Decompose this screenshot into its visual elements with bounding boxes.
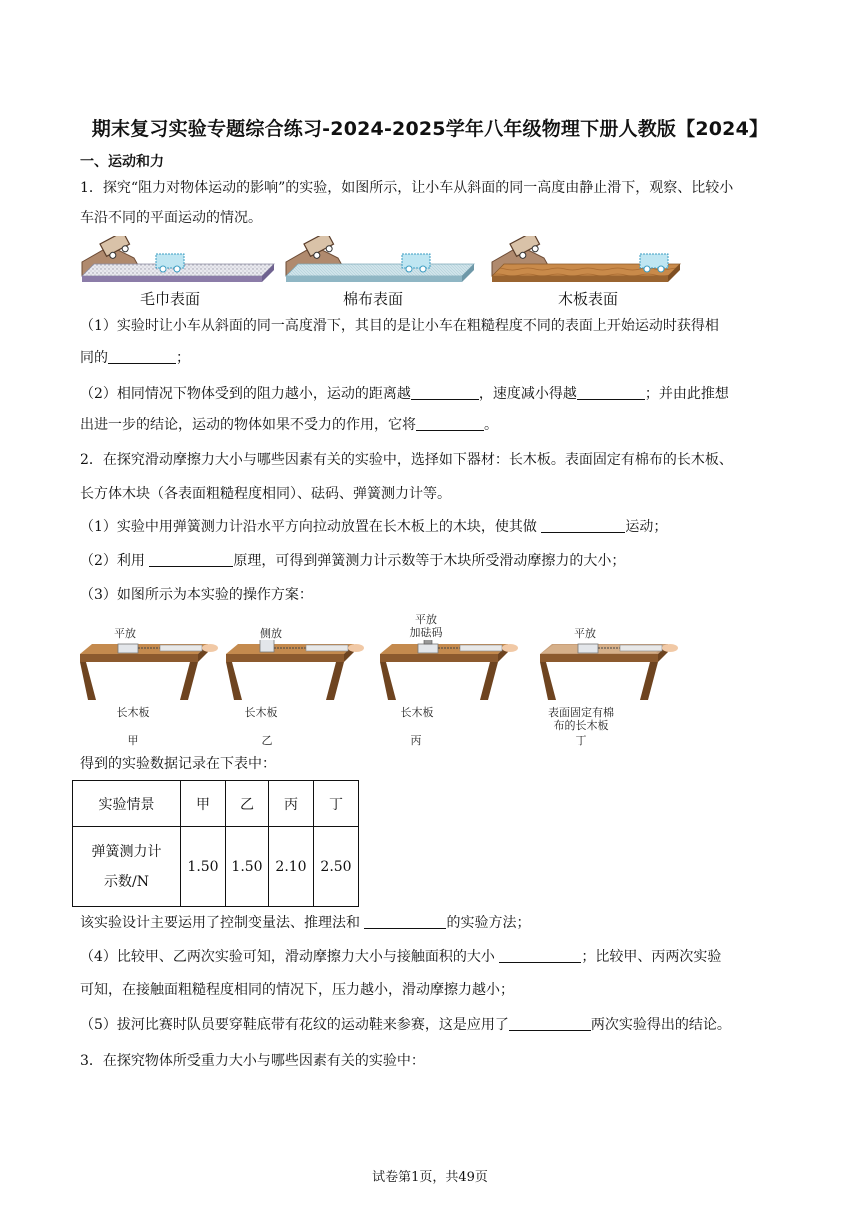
setup-yi-tag: 乙 (261, 734, 273, 747)
page-footer: 试卷第1页，共49页 (372, 1170, 488, 1185)
q3-stem: 3．在探究物体所受重力大小与哪些因素有关的实验中： (80, 1053, 425, 1069)
q1-stem-line1: 1．探究“阻力对物体运动的影响”的实验，如图所示，让小车从斜面的同一高度由静止滑下，观察、比较小 (80, 180, 734, 196)
towel-surface-label: 毛巾表面 (139, 290, 200, 308)
table-cell: 1.50 (226, 827, 269, 907)
page-title: 期末复习实验专题综合练习-2024-2025学年八年级物理下册人教版【2024】 (91, 118, 769, 140)
q2-method: 该实验设计主要运用了控制变量法、推理法和 的实验方法； (80, 915, 531, 931)
cloth-surface-setup (286, 236, 474, 282)
table-header-cell: 乙 (226, 781, 269, 827)
experiment-data-table (72, 780, 359, 907)
q1-part1-line1: （1）实验时让小车从斜面的同一高度滑下，其目的是让小车在粗糙程度不同的表面上开始运动时获得相 (80, 318, 719, 334)
setup-bing-tag: 丙 (410, 734, 422, 747)
q1-incline-figure (80, 236, 690, 290)
answer-blank[interactable] (149, 552, 233, 567)
table-header-cell: 实验情景 (73, 781, 181, 827)
answer-blank[interactable] (108, 349, 176, 364)
setup-yi-board-label: 长木板 (244, 706, 278, 719)
table-header-cell: 丁 (314, 781, 359, 827)
towel-surface-setup (82, 236, 274, 282)
setup-jia-tag: 甲 (127, 734, 139, 747)
q2-stem-line2: 长方体木块（各表面粗糙程度相同）、砝码、弹簧测力计等。 (80, 486, 451, 502)
setup-ding (540, 644, 678, 700)
wood-surface-setup (492, 236, 680, 282)
q2-part4-line2: 可知，在接触面粗糙程度相同的情况下，压力越小，滑动摩擦力越小； (80, 982, 514, 998)
q1-part2-line1: （2）相同情况下物体受到的阻力越小，运动的距离越 ，速度减小得越 ；并由此推想 (80, 386, 729, 402)
cloth-surface-label: 棉布表面 (342, 290, 403, 308)
answer-blank[interactable] (364, 914, 446, 929)
q2-part5: （5）拔河比赛时队员要穿鞋底带有花纹的运动鞋来参赛，这是应用了 两次实验得出的结论。 (80, 1017, 731, 1033)
answer-blank[interactable] (416, 416, 484, 431)
setup-jia-top-label: 平放 (114, 627, 136, 640)
table-header-cell: 丙 (269, 781, 314, 827)
table-intro: 得到的实验数据记录在下表中： (80, 756, 276, 772)
q2-part3: （3）如图所示为本实验的操作方案： (80, 587, 313, 603)
setup-yi-top-label: 侧放 (260, 627, 282, 640)
setup-ding-board-label: 表面固定有棉 布的长木板 (548, 706, 614, 732)
q1-stem-line2: 车沿不同的平面运动的情况。 (80, 210, 262, 226)
q2-part1: （1）实验中用弹簧测力计沿水平方向拉动放置在长木板上的木块，使其做 运动； (80, 519, 668, 535)
setup-bing (380, 640, 518, 700)
setup-jia-board-label: 长木板 (116, 706, 150, 719)
setup-ding-top-label: 平放 (574, 627, 596, 640)
table-cell: 1.50 (181, 827, 226, 907)
q2-part2: （2）利用 原理，可得到弹簧测力计示数等于木块所受滑动摩擦力的大小； (80, 553, 626, 569)
setup-yi (226, 640, 364, 700)
answer-blank[interactable] (509, 1016, 591, 1031)
q1-part1-line2: 同的 ； (80, 350, 190, 366)
table-row-header: 弹簧测力计 示数/N (73, 827, 181, 907)
q2-friction-figure (80, 640, 690, 706)
table-cell: 2.10 (269, 827, 314, 907)
answer-blank[interactable] (541, 518, 625, 533)
answer-blank[interactable] (577, 385, 645, 400)
setup-bing-top-label: 平放 加砝码 (409, 613, 443, 639)
section-heading: 一、运动和力 (80, 154, 164, 170)
q2-stem-line1: 2．在探究滑动摩擦力大小与哪些因素有关的实验中，选择如下器材：长木板。表面固定有棉布的长木板、 (80, 452, 733, 468)
setup-ding-tag: 丁 (575, 734, 587, 747)
setup-bing-board-label: 长木板 (400, 706, 434, 719)
q2-part4-line1: （4）比较甲、乙两次实验可知，滑动摩擦力大小与接触面积的大小 ；比较甲、丙两次实验 (80, 949, 722, 965)
table-cell: 2.50 (314, 827, 359, 907)
answer-blank[interactable] (499, 948, 581, 963)
wood-surface-label: 木板表面 (557, 290, 618, 308)
q1-part2-line2: 出进一步的结论，运动的物体如果不受力的作用，它将 。 (80, 417, 498, 433)
answer-blank[interactable] (411, 385, 479, 400)
table-header-cell: 甲 (181, 781, 226, 827)
setup-jia (80, 644, 218, 700)
